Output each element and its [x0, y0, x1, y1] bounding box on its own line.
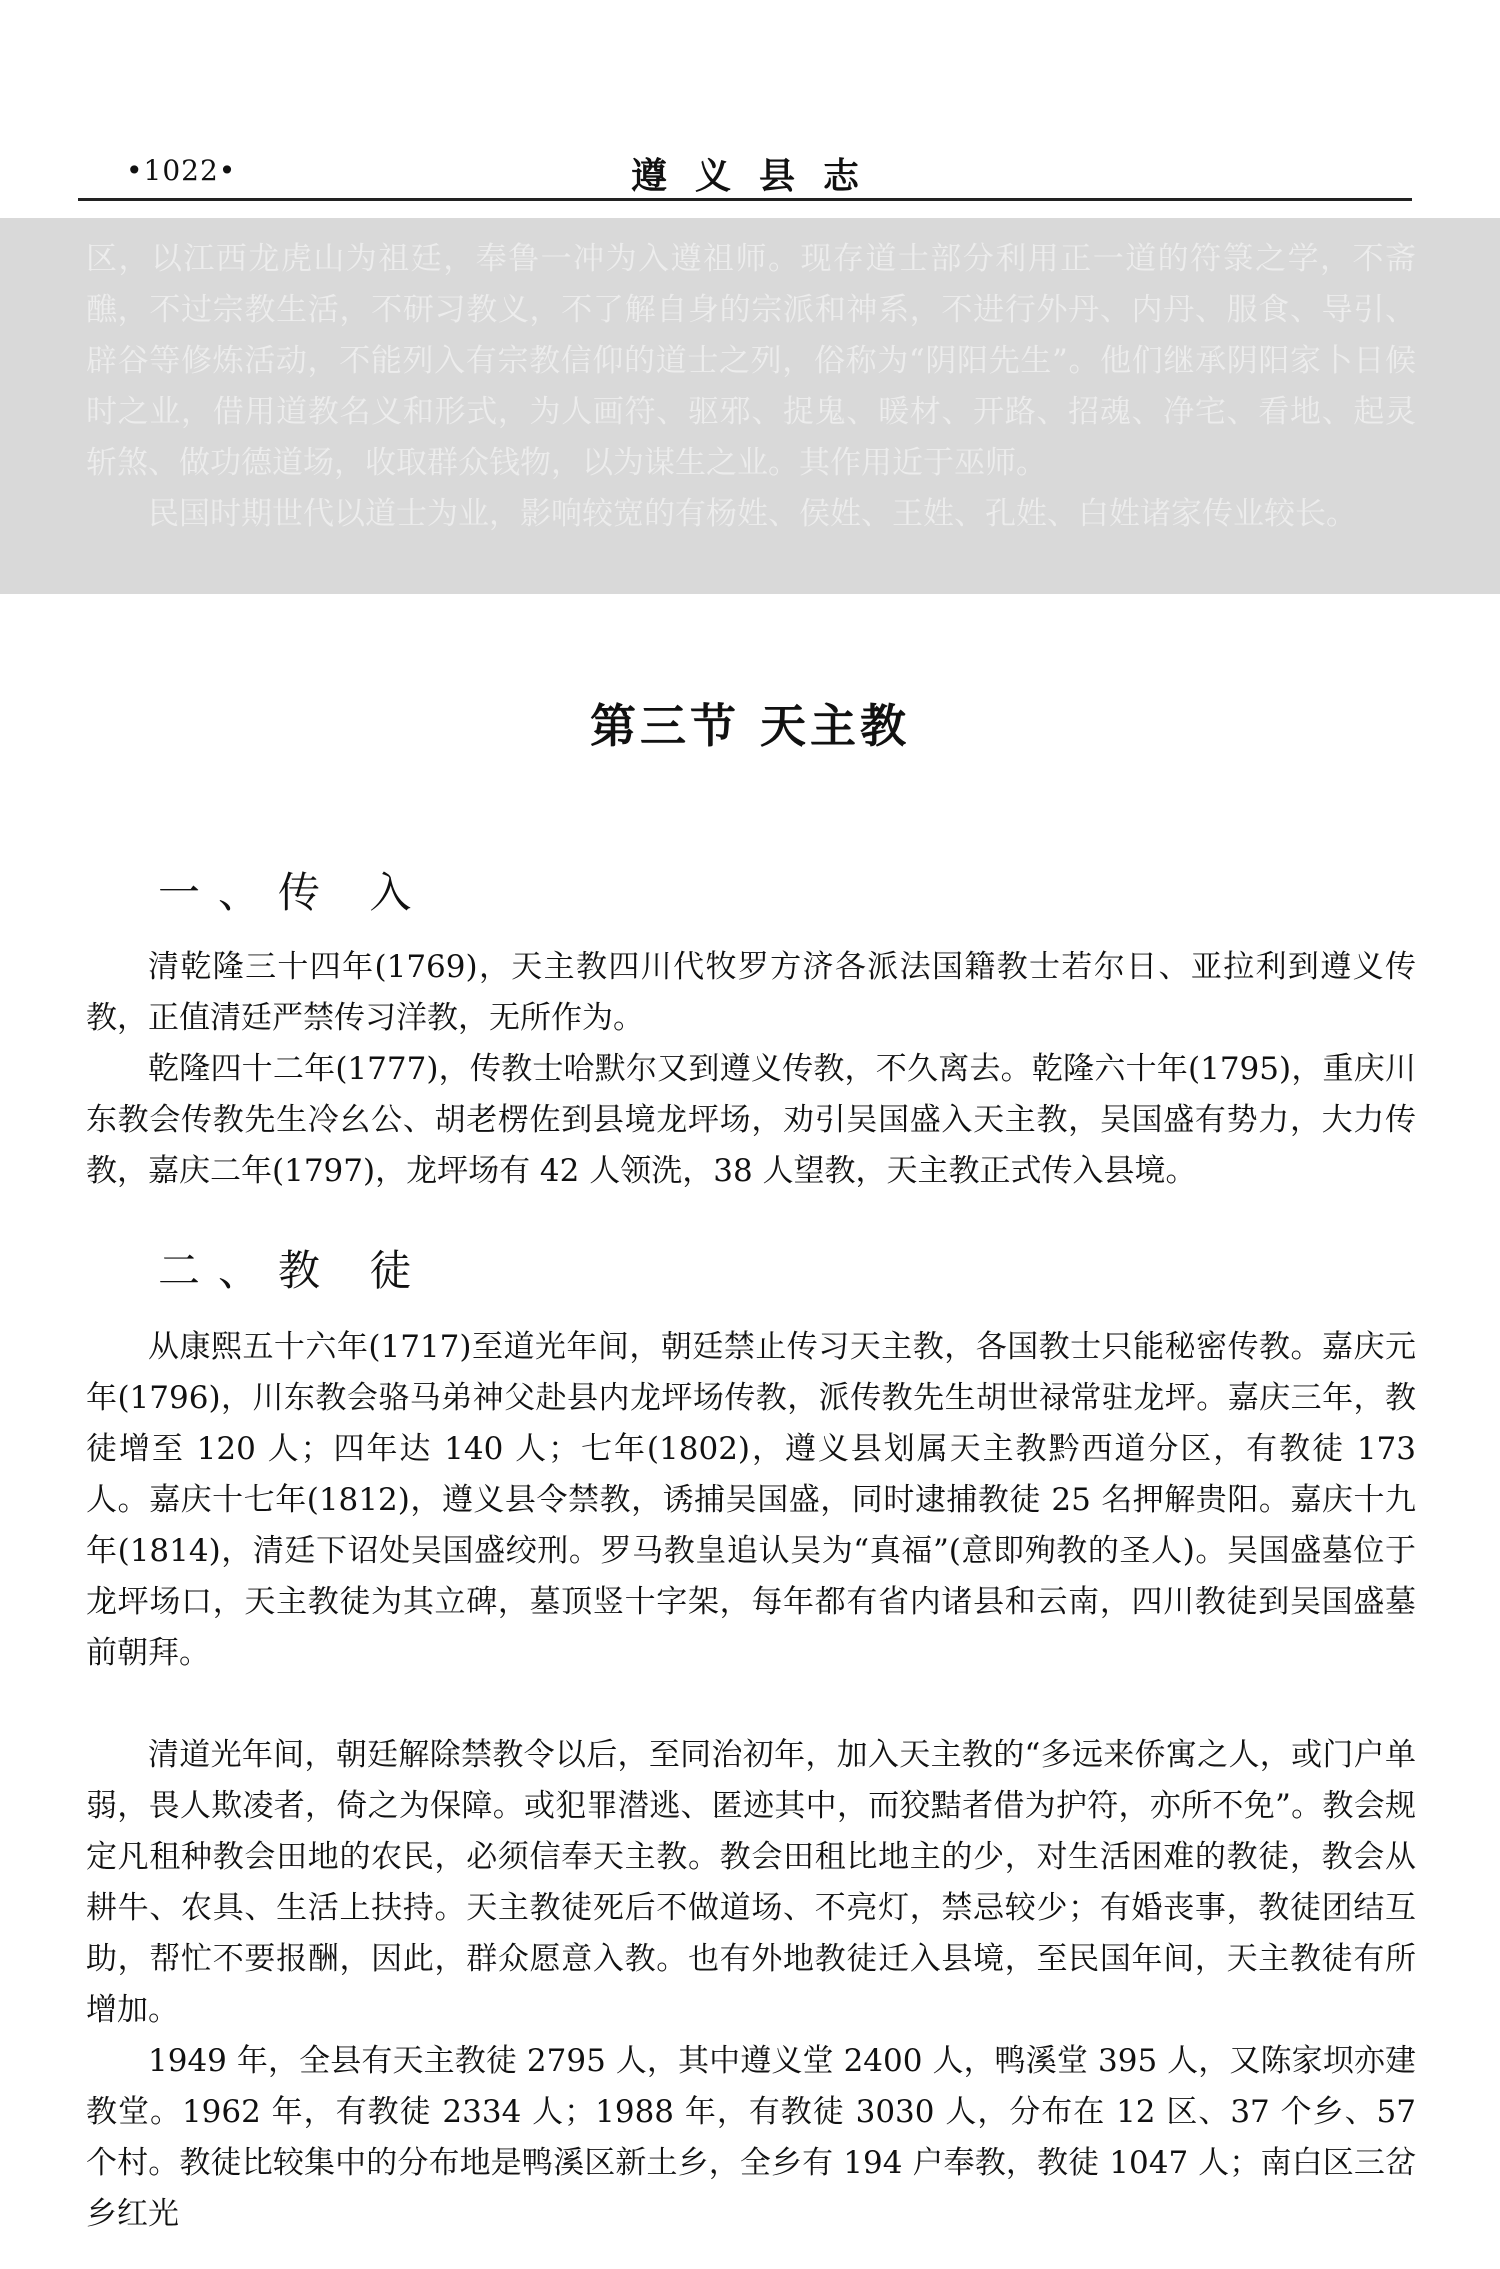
- body-paragraph: 乾隆四十二年(1777)，传教士哈默尔又到遵义传教，不久离去。乾隆六十年(1795)，重庆川东教会传教先生冷幺公、胡老楞佐到县境龙坪场，劝引吴国盛入天主教，吴国盛有势力，大力传教，嘉庆二年(1797)，龙坪场有 42 人领洗，38 人望教，天主教正式传入县境。: [86, 1051, 1416, 1189]
- page-number: •1022•: [126, 154, 237, 187]
- running-header: [78, 140, 1412, 200]
- subsection-heading-introduction: 一、传 入: [158, 868, 430, 917]
- overlay-paragraph: 区，以江西龙虎山为祖廷，奉鲁一冲为入遵祖师。现存道士部分利用正一道的符箓之学，不斋醮，不过宗教生活，不研习教义，不了解自身的宗派和神系，不进行外丹、内丹、服食、导引、辟谷等修炼活动，不能列入有宗教信仰的道士之列，俗称为“阴阳先生”。他们继承阴阳家卜日候时之业，借用道教名义和形式，为人画符、驱邪、捉鬼、暖材、开路、招魂、净宅、看地、起灵斩煞、做功德道场，收取群众钱物，以为谋生之业。其作用近于巫师。: [86, 241, 1416, 481]
- book-title: 遵义县志: [630, 155, 887, 197]
- section-title: 第三节 天主教: [589, 699, 910, 753]
- greyed-overlay-block: [0, 218, 1500, 594]
- body-paragraph: 从康熙五十六年(1717)至道光年间，朝廷禁止传习天主教，各国教士只能秘密传教。嘉庆元年(1796)，川东教会骆马弟神父赴县内龙坪场传教，派传教先生胡世禄常驻龙坪。嘉庆三年，教徒增至 120 人；四年达 140 人；七年(1802)，遵义县划属天主教黔西道分区，有教徒 173 人。嘉庆十七年(1812)，遵义县令禁教，诱捕吴国盛，同时逮捕教徒 25 名押解贵阳。嘉庆十九年(1814)，清廷下诏处吴国盛绞刑。罗马教皇追认吴为“真福”(意即殉教的圣人)。吴国盛墓位于龙坪场口，天主教徒为其立碑，墓顶竖十字架，每年都有省内诸县和云南，四川教徒到吴国盛墓前朝拜。: [86, 1329, 1416, 1671]
- subsection-heading-believers: 二、教 徒: [158, 1246, 430, 1295]
- overlay-paragraph: 民国时期世代以道士为业，影响较宽的有杨姓、侯姓、王姓、孔姓、白姓诸家传业较长。: [148, 496, 1357, 532]
- body-paragraph: 1949 年，全县有天主教徒 2795 人，其中遵义堂 2400 人，鸭溪堂 395 人，又陈家坝亦建教堂。1962 年，有教徒 2334 人；1988 年，有教徒 3030 人，分布在 12 区、37 个乡、57 个村。教徒比较集中的分布地是鸭溪区新土乡，全乡有 194 户奉教，教徒 1047 人；南白区三岔乡红光: [86, 2043, 1416, 2232]
- greyed-overlay-text: [86, 234, 1416, 540]
- header-rule: [78, 198, 1412, 201]
- body-paragraph: 清乾隆三十四年(1769)，天主教四川代牧罗方济各派法国籍教士若尔日、亚拉利到遵义传教，正值清廷严禁传习洋教，无所作为。: [86, 949, 1416, 1036]
- body-paragraph: 清道光年间，朝廷解除禁教令以后，至同治初年，加入天主教的“多远来侨寓之人，或门户单弱，畏人欺凌者，倚之为保障。或犯罪潜逃、匿迹其中，而狡黠者借为护符，亦所不免”。教会规定凡租种教会田地的农民，必须信奉天主教。教会田租比地主的少，对生活困难的教徒，教会从耕牛、农具、生活上扶持。天主教徒死后不做道场、不亮灯，禁忌较少；有婚丧事，教徒团结互助，帮忙不要报酬，因此，群众愿意入教。也有外地教徒迁入县境，至民国年间，天主教徒有所增加。: [86, 1737, 1416, 2028]
